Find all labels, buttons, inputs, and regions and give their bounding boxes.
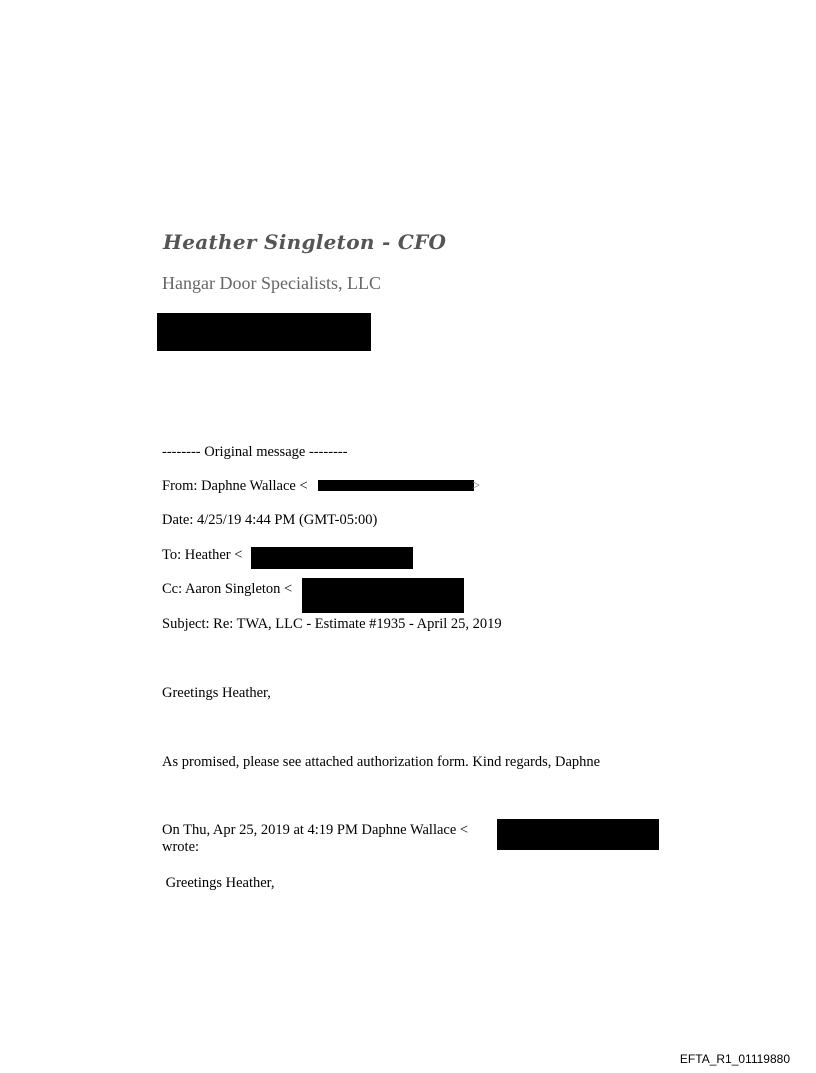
signature-name: Heather Singleton - CFO [163, 230, 447, 254]
from-line [162, 478, 308, 495]
quoted-greeting: Greetings Heather, [162, 875, 275, 891]
redaction-box [251, 547, 413, 569]
redaction-box [157, 313, 371, 351]
body-greeting: Greetings Heather, [162, 685, 271, 701]
quoted-header-line1: On Thu, Apr 25, 2019 at 4:19 PM Daphne Wallace < [162, 822, 469, 838]
subject-line: Subject: Re: TWA, LLC - Estimate #1935 - April 25, 2019 [162, 616, 502, 632]
to-label: To: Heather < [162, 547, 243, 563]
quoted-header-line2: wrote: [162, 839, 200, 855]
redaction-box [497, 819, 659, 850]
redaction-box [302, 578, 464, 613]
document-id: EFTA_R1_01119880 [679, 1052, 790, 1066]
body-message: As promised, please see attached authorization form. Kind regards, Daphne [162, 754, 601, 770]
from-label: From: Daphne Wallace < [162, 478, 308, 494]
date-line: Date: 4/25/19 4:44 PM (GMT-05:00) [162, 512, 378, 528]
cc-line [162, 581, 292, 598]
to-line [162, 547, 242, 564]
cc-label: Cc: Aaron Singleton < [162, 581, 293, 597]
original-message-separator: -------- Original message -------- [162, 444, 348, 460]
redaction-box [318, 480, 474, 491]
signature-company: Hangar Door Specialists, LLC [162, 273, 381, 293]
from-tail: > [472, 478, 481, 494]
quoted-header [162, 822, 468, 856]
